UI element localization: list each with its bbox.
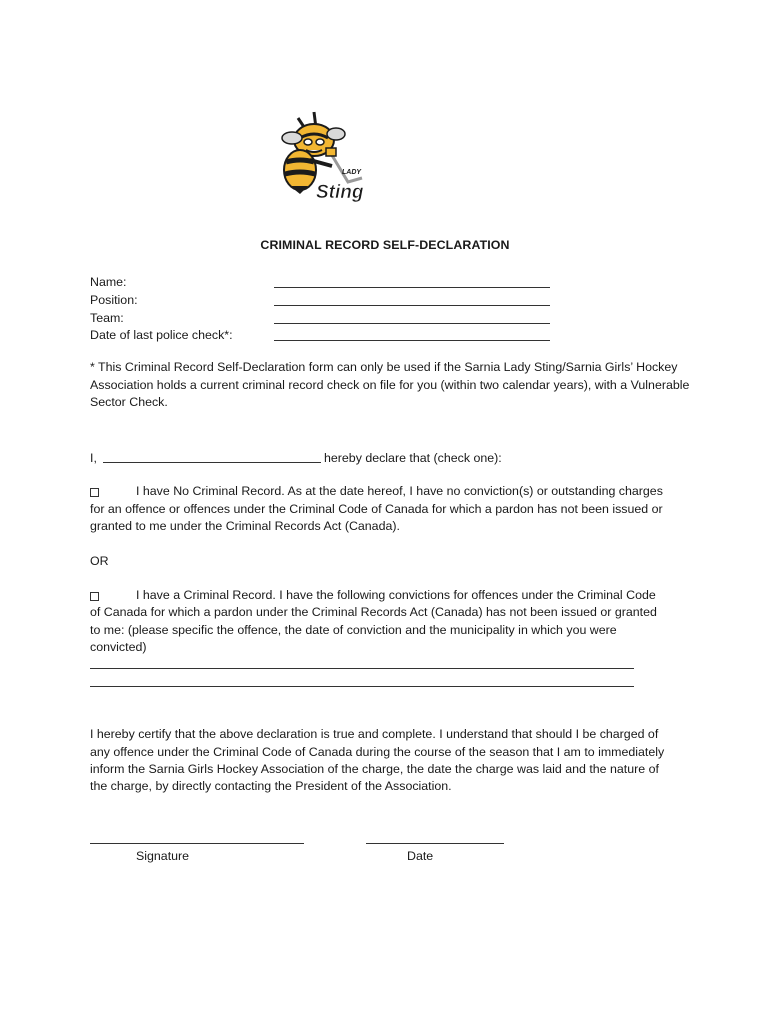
police-check-date-label: Date of last police check*: <box>90 328 233 342</box>
date-label: Date <box>407 849 434 863</box>
signature-label: Signature <box>136 849 190 863</box>
logo-sting-text: Sting <box>316 182 364 203</box>
certify-line2: any offence under the Criminal Code of Canada during the course of the season that I am to immediately <box>90 745 665 759</box>
certify-line4: the charge, by directly contacting the President of the Association. <box>90 779 452 793</box>
team-field[interactable] <box>274 323 550 324</box>
option1-line3: granted to me under the Criminal Records Act (Canada). <box>90 519 400 533</box>
team-label: Team: <box>90 311 124 325</box>
name-field[interactable] <box>274 287 550 288</box>
declarant-name-field[interactable] <box>103 462 321 463</box>
option2-line2: of Canada for which a pardon under the Criminal Records Act (Canada) has not been issued or granted <box>90 605 657 619</box>
declare-suffix: hereby declare that (check one): <box>324 451 502 465</box>
option1-line1: I have No Criminal Record. As at the date hereof, I have no conviction(s) or outstanding charges <box>136 484 663 498</box>
option1-line2: for an offence or offences under the Criminal Code of Canada for which a pardon has not been issued or <box>90 502 663 516</box>
police-check-date-field[interactable] <box>274 340 550 341</box>
date-field[interactable] <box>366 843 504 844</box>
position-label: Position: <box>90 293 138 307</box>
has-record-checkbox[interactable] <box>90 592 99 601</box>
declare-prefix: I, <box>90 451 97 465</box>
or-separator: OR <box>90 554 109 568</box>
position-field[interactable] <box>274 305 550 306</box>
logo-lady-text: LADY <box>342 169 362 176</box>
signature-field[interactable] <box>90 843 304 844</box>
bee-mascot-icon <box>276 108 388 204</box>
certify-line3: inform the Sarnia Girls Hockey Association of the charge, the date the charge was laid and the nature of <box>90 762 659 776</box>
convictions-field-line1[interactable] <box>90 668 634 669</box>
lady-sting-logo <box>276 108 388 204</box>
no-record-checkbox[interactable] <box>90 488 99 497</box>
footnote-paragraph: * This Criminal Record Self-Declaration form can only be used if the Sarnia Lady Sting/Sarnia Girls’ Hockey Association holds a current criminal record check on file for you (within two calendar years), with a Vulnerable Sector Check. <box>90 360 690 409</box>
option2-line4: convicted) <box>90 640 147 654</box>
option2-line3: to me: (please specific the offence, the date of conviction and the municipality in which you were <box>90 623 617 637</box>
certify-line1: I hereby certify that the above declaration is true and complete. I understand that should I be charged of <box>90 727 659 741</box>
option2-line1: I have a Criminal Record. I have the following convictions for offences under the Criminal Code <box>136 588 656 602</box>
convictions-field-line2[interactable] <box>90 686 634 687</box>
name-label: Name: <box>90 275 127 289</box>
form-title: CRIMINAL RECORD SELF-DECLARATION <box>260 238 510 252</box>
